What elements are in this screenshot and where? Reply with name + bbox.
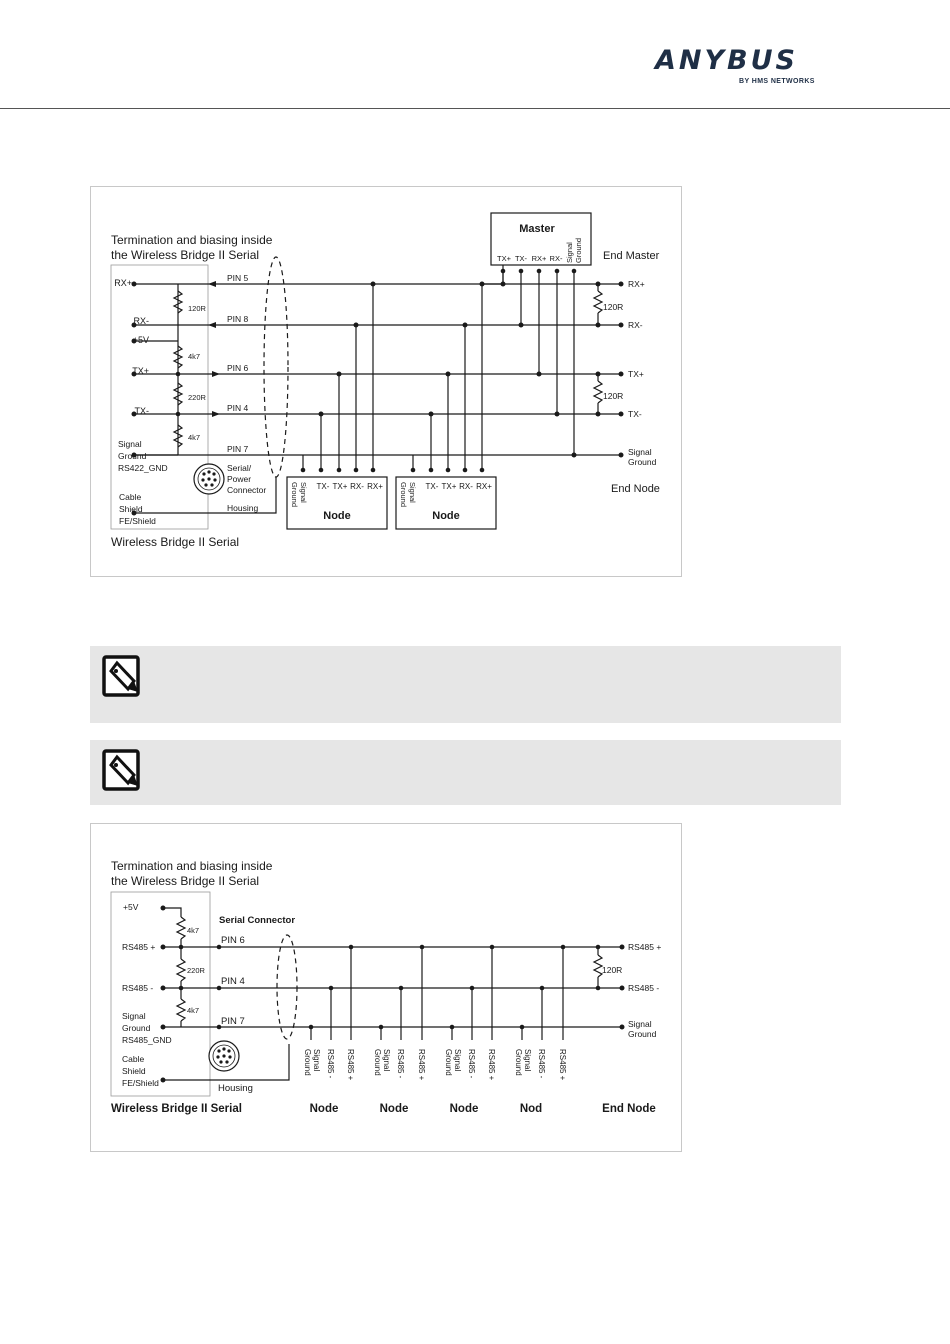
cable-shield-ellipse [264, 257, 288, 477]
left-ground: Ground [122, 1023, 151, 1033]
left-cable: Cable [119, 492, 142, 502]
resistor-4k7-bottom [177, 999, 185, 1021]
end-master-label: End Master [603, 250, 660, 262]
note-icon [102, 655, 140, 697]
termination-title-line1: Termination and biasing inside [111, 233, 273, 247]
right-tx-plus: TX+ [628, 369, 644, 379]
master-terminal: TX+ [497, 254, 511, 263]
node-ground: Ground [373, 1049, 382, 1076]
node-signal: Signal [523, 1049, 532, 1072]
note-box-1 [90, 646, 841, 723]
end-res: 120R [602, 965, 623, 975]
right-ground: Ground [628, 457, 657, 467]
node2-ground: Ground [399, 482, 408, 508]
logo-mark: ANYBUS [655, 45, 798, 76]
node-footer: Node [379, 1103, 409, 1115]
node-rs485-plus: RS485 + [346, 1049, 355, 1081]
right-rx-plus: RX+ [628, 279, 645, 289]
node-footer: Node [449, 1103, 479, 1115]
node-rs485-minus: RS485 - [467, 1049, 476, 1079]
pin4-label: PIN 4 [227, 403, 249, 413]
resistor-220r [177, 959, 185, 981]
end-resistor [594, 955, 602, 977]
left-fe-shield: FE/Shield [119, 516, 156, 526]
res-220r: 220R [188, 393, 206, 402]
termination-title-line2: the Wireless Bridge II Serial [111, 248, 260, 262]
right-ground: Ground [628, 1029, 657, 1039]
res-4k7-bottom: 4k7 [187, 1006, 200, 1015]
pin6-label: PIN 6 [221, 935, 245, 946]
left-plus5v: +5V [123, 902, 139, 912]
left-ground: Ground [118, 451, 147, 461]
node-signal: Signal [382, 1049, 391, 1072]
node-footer: Node [309, 1103, 339, 1115]
master-ground: Ground [574, 237, 583, 263]
node2-terminal: TX+ [441, 482, 457, 491]
anybus-logo [655, 46, 835, 90]
pin7-label: PIN 7 [227, 444, 249, 454]
node-ground: Ground [303, 1049, 312, 1076]
end-node-footer: End Node [602, 1103, 656, 1115]
connector-line3: Connector [227, 485, 267, 495]
rs422-diagram-svg [91, 187, 681, 576]
node1-terminal: TX+ [332, 482, 348, 491]
node-ground: Ground [514, 1049, 523, 1076]
housing-label: Housing [227, 503, 259, 513]
end-node-label: End Node [611, 483, 660, 495]
left-rs485-gnd: RS485_GND [122, 1035, 172, 1045]
left-shield: Shield [122, 1066, 146, 1076]
master-signal: Signal [565, 242, 574, 263]
logo-subtext: BY HMS NETWORKS [739, 78, 815, 85]
connector-icon [209, 1041, 239, 1071]
node-ground: Ground [444, 1049, 453, 1076]
node-rs485-minus: RS485 - [396, 1049, 405, 1079]
housing-label: Housing [218, 1083, 253, 1094]
node-rs485-plus: RS485 + [417, 1049, 426, 1081]
pin7-label: PIN 7 [221, 1016, 245, 1027]
node1-title: Node [323, 510, 351, 522]
bridge-footer: Wireless Bridge II Serial [111, 1103, 242, 1115]
res-4k7-top: 4k7 [188, 352, 201, 361]
end-resistor-bottom [594, 381, 602, 403]
node2-signal: Signal [408, 482, 417, 503]
right-rx-minus: RX- [628, 320, 643, 330]
bridge-footer: Wireless Bridge II Serial [111, 535, 240, 549]
left-fe-shield: FE/Shield [122, 1078, 159, 1088]
master-terminal: RX+ [531, 254, 547, 263]
left-rs422-gnd: RS422_GND [118, 463, 168, 473]
node2-title: Node [432, 510, 460, 522]
node-rs485-minus: RS485 - [537, 1049, 546, 1079]
serial-connector-label: Serial Connector [219, 915, 296, 926]
right-tx-minus: TX- [628, 409, 642, 419]
left-tx-minus: TX- [134, 406, 149, 416]
rs485-wiring-diagram [90, 823, 682, 1152]
left-rs485-plus: RS485 + [122, 942, 156, 952]
left-signal: Signal [122, 1011, 146, 1021]
left-rs485-minus: RS485 - [122, 983, 154, 993]
node2-terminal: RX- [459, 482, 473, 491]
header-divider [0, 108, 950, 109]
cable-shield-ellipse [277, 935, 297, 1039]
end-res-top: 120R [603, 302, 624, 312]
node-footer: Nod [519, 1103, 543, 1115]
right-rs485-plus: RS485 + [628, 942, 662, 952]
master-terminal: RX- [549, 254, 563, 263]
resistor-4k7-top [177, 917, 185, 939]
node2-terminal: TX- [425, 482, 439, 491]
end-res-bottom: 120R [603, 391, 624, 401]
end-resistor-top [594, 291, 602, 313]
rs422-wiring-diagram [90, 186, 682, 577]
node-rs485-minus: RS485 - [326, 1049, 335, 1079]
right-signal: Signal [628, 1019, 652, 1029]
res-4k7-bottom: 4k7 [188, 433, 201, 442]
left-plus5v: +5V [132, 335, 149, 345]
node1-ground: Ground [290, 482, 299, 508]
pin4-label: PIN 4 [221, 976, 245, 987]
master-terminal: TX- [514, 254, 528, 263]
connector-line1: Serial/ [227, 463, 252, 473]
node1-terminal: RX- [350, 482, 364, 491]
connector-icon [194, 464, 224, 494]
left-shield: Shield [119, 504, 143, 514]
node-rs485-plus: RS485 + [487, 1049, 496, 1081]
node-signal: Signal [312, 1049, 321, 1072]
pin8-label: PIN 8 [227, 314, 249, 324]
node1-terminal: TX- [316, 482, 330, 491]
pin6-label: PIN 6 [227, 363, 249, 373]
note-icon [102, 749, 140, 791]
termination-title-line2: the Wireless Bridge II Serial [111, 874, 260, 888]
termination-title-line1: Termination and biasing inside [111, 859, 273, 873]
right-signal: Signal [628, 447, 652, 457]
node1-signal: Signal [299, 482, 308, 503]
left-rx-plus: RX+ [114, 278, 132, 288]
res-4k7-top: 4k7 [187, 926, 200, 935]
rs485-diagram-svg [91, 824, 681, 1151]
left-cable: Cable [122, 1054, 145, 1064]
node-signal: Signal [453, 1049, 462, 1072]
left-rx-minus: RX- [133, 316, 149, 326]
connector-line2: Power [227, 474, 252, 484]
pin5-label: PIN 5 [227, 273, 249, 283]
res-120r: 120R [188, 304, 206, 313]
master-title: Master [519, 223, 555, 235]
node2-terminal: RX+ [476, 482, 492, 491]
right-rs485-minus: RS485 - [628, 983, 660, 993]
res-220r: 220R [187, 966, 205, 975]
left-signal: Signal [118, 439, 142, 449]
node1-terminal: RX+ [367, 482, 383, 491]
left-tx-plus: TX+ [132, 366, 149, 376]
note-box-2 [90, 740, 841, 805]
node-rs485-plus: RS485 + [558, 1049, 567, 1081]
